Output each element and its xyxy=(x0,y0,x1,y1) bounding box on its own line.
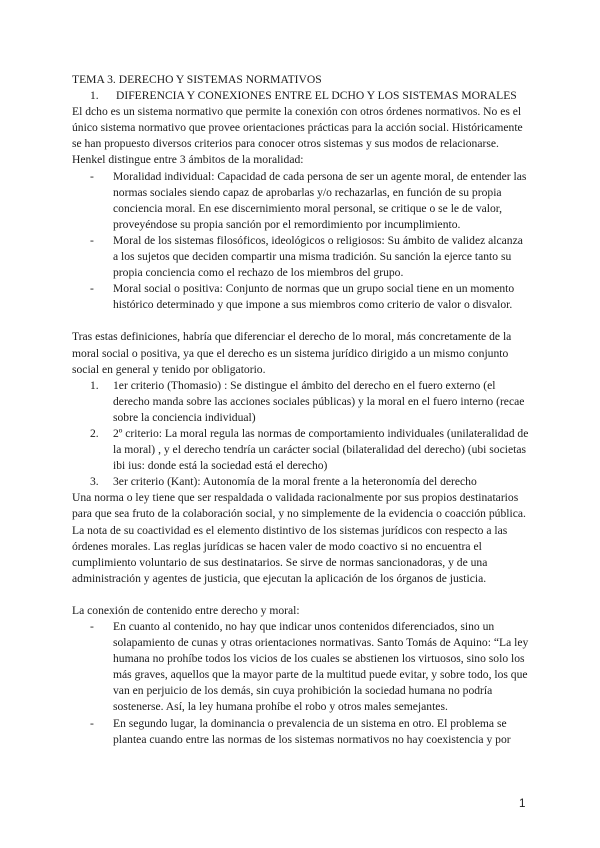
list-item-text: Moralidad individual: Capacidad de cada persona de ser un agente moral, de entender las normas sociales siendo capaz de aprobarlas y/o rechazarlas, en función de su propia conciencia moral. En ese discernimiento moral personal, se critique o se le de valor, proveyéndose su propia sanción por el remordimiento por incumplimiento. xyxy=(113,169,527,231)
list-item-text: 1er criterio (Thomasio) : Se distingue el ámbito del derecho en el fuero externo (el derecho manda sobre las acciones sociales públicas) y la moral en el fuero interno (recae sobre la conciencia individual) xyxy=(113,378,525,424)
list-item xyxy=(72,619,530,716)
connection-list xyxy=(72,619,530,748)
section-heading-text: DIFERENCIA Y CONEXIONES ENTRE EL DCHO Y LOS SISTEMAS MORALES xyxy=(116,89,517,103)
page-number: 1 xyxy=(519,797,526,810)
blank-line xyxy=(72,313,530,329)
dash-marker: - xyxy=(90,233,94,247)
number-marker: 3. xyxy=(90,475,99,489)
dash-marker: - xyxy=(90,282,94,296)
list-item-text: 2º criterio: La moral regula las normas de comportamiento individuales (unilateralidad de la moral) , y el derecho tendría un carácter social (bilateralidad del derecho) (ubi societas ibi ius: donde está la sociedad está el derecho) xyxy=(113,426,529,473)
criteria-list xyxy=(72,378,530,491)
number-marker: 2. xyxy=(90,426,99,440)
connection-heading: La conexión de contenido entre derecho y moral: xyxy=(72,603,300,617)
list-item xyxy=(72,169,530,233)
list-item-text: En cuanto al contenido, no hay que indicar unos contenidos diferenciados, sino un solapamiento de cunas y otras orientaciones normativas. Santo Tomás de Aquino: “La ley humana no prohíbe todos los vicios de los cuales se abstienen los virtuosos, sino solo los más graves, aquellos que la mayor parte de la multitud puede evitar, y sobre todo, los que van en perjuicio de los demás, sin cuya prohibición la sociedad humana no podría sostenerse. Así, la ley humana prohíbe el robo y otros males semejantes. xyxy=(113,620,529,714)
list-item xyxy=(72,716,530,748)
dash-marker: - xyxy=(90,169,94,183)
blank-line xyxy=(72,587,530,603)
document-title: TEMA 3. DERECHO Y SISTEMAS NORMATIVOS xyxy=(72,73,322,86)
intro-paragraph: El dcho es un sistema normativo que permite la conexión con otros órdenes normativos. No es el único sistema normativo que provee orientaciones prácticas para la acción social. Históricamente se han propuesto diversos criterios para conocer otros sistemas y sus modos de relacionarse. Henkel distingue entre 3 ámbitos de la moralidad: xyxy=(72,105,523,167)
list-item-text: En segundo lugar, la dominancia o prevalencia de un sistema en otro. El problema se plantea cuando entre las normas de los sistemas normativos no hay coexistencia y por xyxy=(113,716,511,746)
definitions-paragraph: Tras estas definiciones, habría que diferenciar el derecho de lo moral, más concretamente de la moral social o positiva, ya que el derecho es un sistema jurídico dirigido a un mismo conjunto social en general y tenido por obligatorio. xyxy=(72,330,512,376)
list-item xyxy=(72,378,530,426)
norm-paragraph: Una norma o ley tiene que ser respaldada o validada racionalmente por sus propios destinatarios para que sea fruto de la colaboración social, y no simplemente de la evidencia o coacción pública. xyxy=(72,491,526,521)
list-item xyxy=(72,233,530,281)
list-item-text: Moral social o positiva: Conjunto de normas que un grupo social tiene en un momento histórico determinado y que impone a sus miembros como criterio de valor o disvalor. xyxy=(113,282,515,312)
list-item xyxy=(72,426,530,474)
morality-list xyxy=(72,169,530,314)
list-item-text: Moral de los sistemas filosóficos, ideológicos o religiosos: Su ámbito de validez alcanza a los sujetos que deciden compartir una misma tradición. Su sanción la ejerce tanto su propia conciencia como el rechazo de los miembros del grupo. xyxy=(113,233,523,280)
dash-marker: - xyxy=(90,716,94,730)
number-marker: 1. xyxy=(90,378,99,392)
section-heading xyxy=(72,88,530,104)
list-item xyxy=(72,474,530,490)
list-item-text: 3er criterio (Kant): Autonomía de la moral frente a la heteronomía del derecho xyxy=(113,475,477,489)
dash-marker: - xyxy=(90,620,94,633)
coactividad-paragraph: La nota de su coactividad es el elemento distintivo de los sistemas jurídicos con respecto a las órdenes morales. Las reglas jurídicas se hacen valer de modo coactivo si no encuentra el cumplimiento voluntario de sus destinatarios. Se sirve de normas sancionadoras, y de una administración y agentes de justicia, que ejecutan la aplicación de los órganos de justicia. xyxy=(72,523,508,585)
list-item xyxy=(72,281,530,313)
section-number: 1. xyxy=(90,89,99,103)
document-page xyxy=(72,72,530,748)
